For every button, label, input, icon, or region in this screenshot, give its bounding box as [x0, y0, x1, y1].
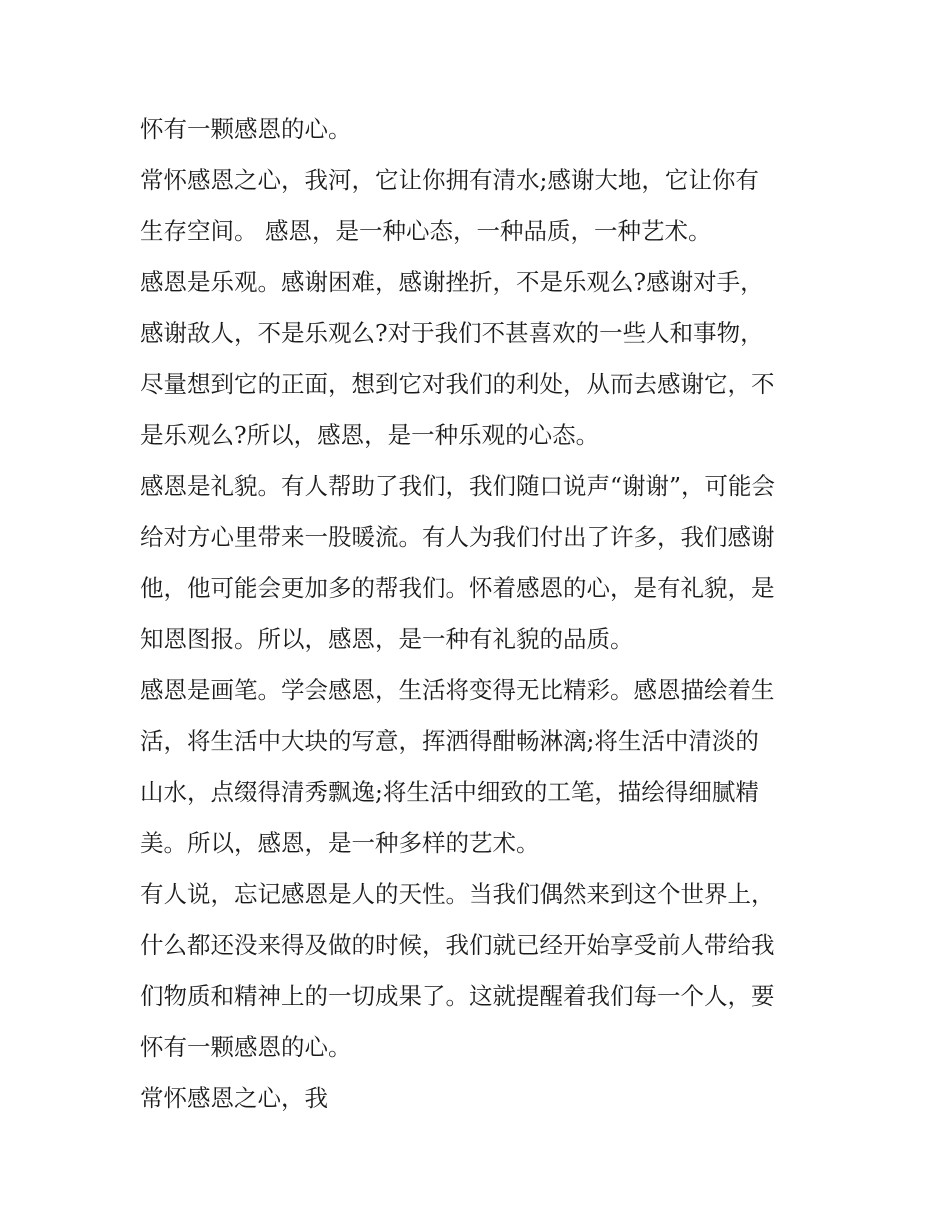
text-line: 活，将生活中大块的写意，挥洒得酣畅淋漓;将生活中清淡的: [140, 727, 759, 755]
text-line: 他，他可能会更加多的帮我们。怀着感恩的心，是有礼貌，是: [140, 574, 775, 602]
text-line: 常怀感恩之心，我河，它让你拥有清水;感谢大地，它让你有: [140, 166, 759, 194]
text-line: 感恩是画笔。学会感恩，生活将变得无比精彩。感恩描绘着生: [140, 676, 775, 704]
text-line: 感谢敌人，不是乐观么?对于我们不甚喜欢的一些人和事物，: [140, 319, 764, 347]
text-line: 怀有一颗感恩的心。: [140, 115, 352, 143]
text-line: 感恩是乐观。感谢困难，感谢挫折，不是乐观么?感谢对手，: [140, 268, 764, 296]
text-line: 有人说，忘记感恩是人的天性。当我们偶然来到这个世界上，: [140, 880, 775, 908]
text-line: 生存空间。 感恩，是一种心态，一种品质，一种艺术。: [140, 217, 712, 245]
text-line: 感恩是礼貌。有人帮助了我们，我们随口说声“谢谢”，可能会: [140, 472, 776, 500]
text-line: 们物质和精神上的一切成果了。这就提醒着我们每一个人，要: [140, 982, 775, 1010]
text-line: 知恩图报。所以，感恩，是一种有礼貌的品质。: [140, 625, 634, 653]
text-line: 尽量想到它的正面，想到它对我们的利处，从而去感谢它，不: [140, 370, 775, 398]
text-line: 怀有一颗感恩的心。: [140, 1033, 352, 1061]
text-line: 美。所以，感恩，是一种多样的艺术。: [140, 829, 540, 857]
text-line: 什么都还没来得及做的时候，我们就已经开始享受前人带给我: [140, 931, 775, 959]
text-line: 山水，点缀得清秀飘逸;将生活中细致的工笔，描绘得细腻精: [140, 778, 759, 806]
text-line: 是乐观么?所以，感恩，是一种乐观的心态。: [140, 421, 600, 449]
text-line: 给对方心里带来一股暖流。有人为我们付出了许多，我们感谢: [140, 523, 775, 551]
text-line: 常怀感恩之心，我: [140, 1084, 328, 1112]
